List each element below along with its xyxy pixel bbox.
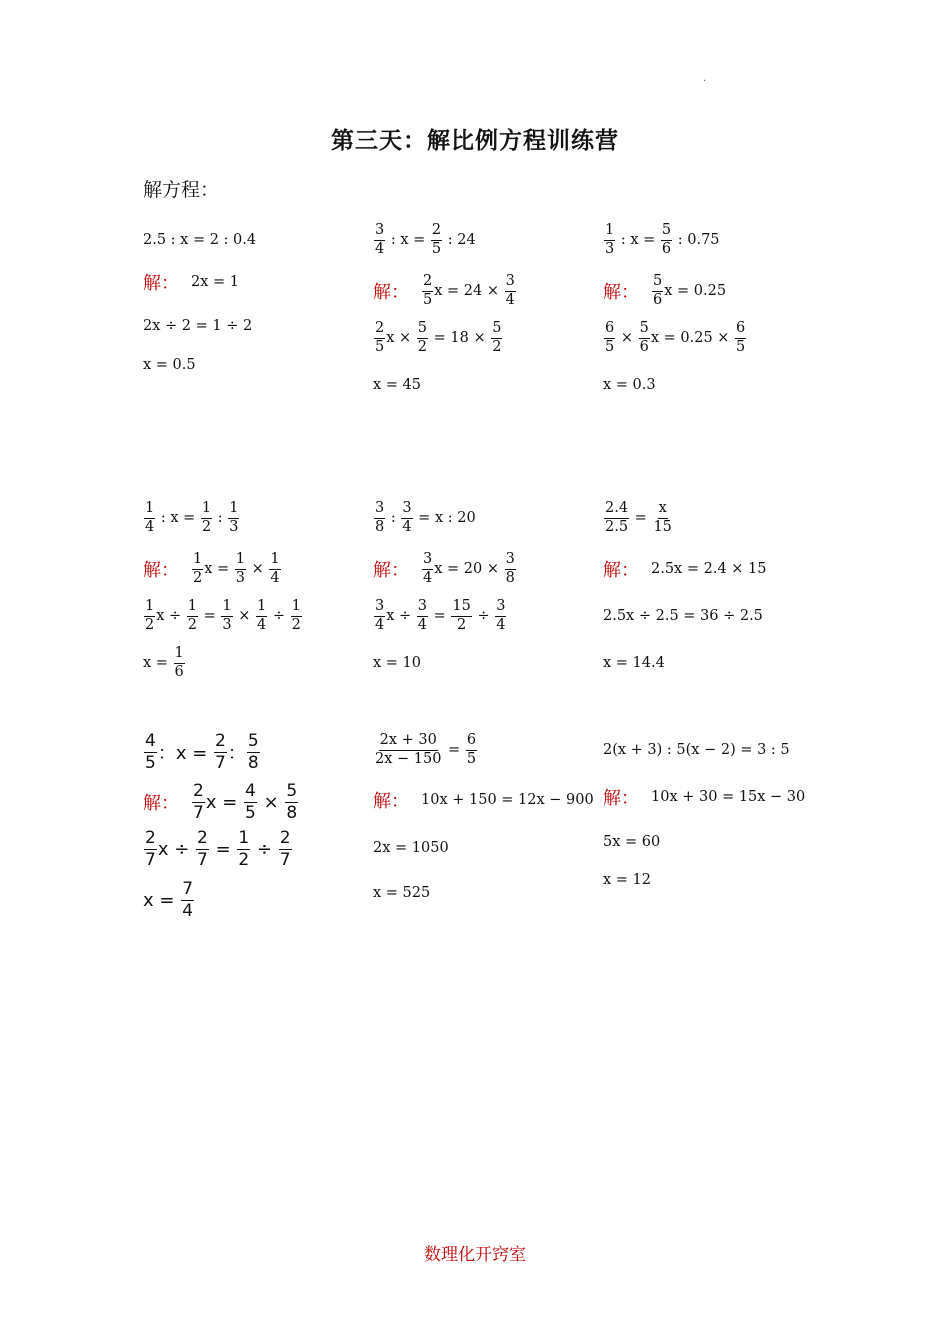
math-text: 10x + 150 = 12x − 900: [421, 792, 594, 808]
math-text: x = 0.25: [664, 283, 727, 299]
math-text: : x =: [156, 510, 200, 526]
solution-label: 解：: [603, 788, 639, 809]
fraction: [422, 274, 433, 309]
fraction-numerator: 5: [286, 780, 298, 801]
fraction: [214, 732, 227, 772]
fraction-denominator: 4: [270, 569, 280, 586]
equation-line: [373, 498, 476, 538]
solution-step: [603, 860, 651, 900]
solution-step: [143, 262, 239, 302]
solution-step: [603, 596, 763, 636]
fraction-denominator: 5: [605, 338, 615, 355]
fraction: [228, 501, 239, 536]
fraction-denominator: 8: [286, 802, 298, 823]
solution-step: [143, 780, 299, 824]
solution-step: [373, 596, 507, 636]
math-text: x = 10: [373, 655, 421, 671]
math-text: =: [209, 838, 237, 860]
solution-step: [373, 365, 421, 405]
fraction-numerator: 2x + 30: [379, 733, 438, 751]
math-text: 2.5x ÷ 2.5 = 36 ÷ 2.5: [603, 608, 763, 624]
math-text: x = 525: [373, 885, 431, 901]
fraction-denominator: 7: [197, 849, 208, 870]
fraction-denominator: 2: [193, 569, 203, 586]
fraction-denominator: 2: [291, 616, 301, 633]
solution-step: [603, 549, 766, 589]
solution-step: [373, 780, 594, 820]
fraction-denominator: 6: [661, 240, 672, 257]
fraction-denominator: 2: [492, 338, 502, 355]
math-text: x = 20 ×: [434, 561, 504, 577]
math-text: :: [213, 510, 228, 526]
fraction-numerator: 2: [279, 827, 291, 848]
fraction-numerator: 2: [215, 730, 226, 751]
math-text: = 18 ×: [429, 330, 491, 346]
fraction: [174, 646, 185, 681]
solution-step: [143, 827, 293, 871]
fraction-denominator: 2.5: [605, 518, 629, 535]
fraction-numerator: 7: [182, 878, 194, 899]
math-text: = x : 20: [413, 510, 476, 526]
fraction-numerator: 4: [145, 730, 156, 751]
solution-step: [603, 822, 660, 862]
fraction-denominator: 7: [145, 849, 156, 870]
fraction: [256, 599, 267, 634]
solution-label: 解：: [143, 273, 179, 294]
equation-line: [603, 730, 790, 770]
math-text: : x =: [616, 232, 660, 248]
fraction: [244, 782, 257, 822]
fraction: [417, 599, 428, 634]
equation-line: [143, 220, 256, 260]
fraction: [491, 321, 502, 356]
equation-line: [373, 730, 478, 770]
fraction-numerator: 5: [639, 321, 650, 339]
fraction-numerator: 3: [495, 599, 506, 617]
fraction-denominator: 3: [222, 616, 232, 633]
fraction: [374, 599, 385, 634]
fraction-numerator: 15: [451, 599, 471, 617]
fraction: [604, 321, 615, 356]
math-text: =: [630, 510, 652, 526]
equation-line: [143, 730, 261, 774]
equation-line: [143, 498, 240, 538]
fraction-numerator: 3: [422, 552, 433, 570]
solution-step: [143, 596, 303, 636]
fraction-denominator: 6: [174, 663, 184, 680]
math-text: x = 0.3: [603, 377, 656, 393]
fraction-numerator: 1: [228, 501, 239, 519]
solution-step: [373, 643, 421, 683]
fraction: [221, 599, 232, 634]
solution-step: [373, 318, 503, 358]
fraction-numerator: 1: [144, 599, 155, 617]
fraction: [401, 501, 412, 536]
solution-step: [143, 643, 186, 683]
math-text: =: [429, 608, 451, 624]
fraction: [279, 829, 292, 869]
fraction-denominator: 2: [238, 849, 250, 870]
fraction-numerator: 2: [197, 827, 208, 848]
fraction-numerator: 2: [431, 223, 442, 241]
solution-step: [373, 549, 517, 589]
fraction-numerator: 3: [505, 552, 516, 570]
fraction-denominator: 4: [145, 518, 155, 535]
fraction: [144, 732, 157, 772]
fraction: [639, 321, 650, 356]
math-text: ÷: [268, 608, 290, 624]
page-title: 第三天：解比例方程训练营: [331, 128, 619, 154]
math-text: 10x + 30 = 15x − 30: [651, 789, 806, 805]
fraction: [187, 599, 198, 634]
fraction: [144, 599, 155, 634]
solution-step: [143, 878, 195, 922]
fraction: [237, 829, 250, 869]
math-text: 2(x + 3) : 5(x − 2) = 3 : 5: [603, 742, 790, 758]
fraction: [144, 501, 155, 536]
fraction-denominator: 6: [653, 291, 663, 308]
fraction-denominator: 2: [187, 616, 198, 633]
math-text: ×: [233, 608, 255, 624]
math-text: 2x = 1: [191, 274, 239, 290]
fraction-numerator: 1: [187, 599, 198, 617]
fraction-numerator: 1: [256, 599, 267, 617]
fraction-denominator: 4: [505, 291, 515, 308]
fraction-numerator: 3: [505, 274, 516, 292]
fraction-denominator: 5: [145, 752, 156, 773]
fraction: [431, 223, 442, 258]
fraction-denominator: 4: [375, 616, 385, 633]
fraction-numerator: 6: [604, 321, 615, 339]
fraction: [652, 274, 663, 309]
fraction-denominator: 5: [736, 338, 746, 355]
math-text: ×: [247, 561, 269, 577]
fraction: [652, 501, 672, 536]
solution-label: 解：: [603, 560, 639, 581]
math-text: ÷: [251, 838, 278, 860]
fraction-numerator: 1: [221, 599, 232, 617]
math-text: x =: [205, 791, 244, 813]
fraction: [291, 599, 302, 634]
math-text: =: [443, 742, 465, 758]
solution-step: [603, 318, 747, 358]
math-text: ÷: [472, 608, 495, 624]
fraction-numerator: 1: [192, 552, 203, 570]
fraction-numerator: 5: [661, 223, 672, 241]
fraction-denominator: 15: [653, 518, 672, 535]
fraction-denominator: 4: [182, 900, 194, 921]
fraction-denominator: 5: [245, 802, 256, 823]
fraction-denominator: 3: [235, 569, 246, 586]
math-text: =: [199, 608, 221, 624]
fraction: [422, 552, 433, 587]
math-text: 2.5x = 2.4 × 15: [651, 561, 767, 577]
fraction: [417, 321, 428, 356]
fraction-denominator: 2: [417, 338, 428, 355]
math-text: x =: [204, 561, 234, 577]
fraction-numerator: 3: [401, 501, 412, 519]
solution-label: 解：: [143, 793, 179, 814]
fraction-denominator: 7: [193, 802, 204, 823]
fraction-denominator: 4: [375, 240, 385, 257]
fraction-numerator: 1: [174, 646, 185, 664]
math-text: x = 24 ×: [434, 283, 504, 299]
fraction-denominator: 2: [145, 616, 155, 633]
solution-step: [143, 306, 252, 346]
math-text: ：: [227, 743, 246, 764]
fraction-numerator: 3: [374, 501, 385, 519]
fraction: [181, 880, 194, 920]
fraction-denominator: 8: [247, 752, 259, 773]
fraction: [196, 829, 209, 869]
fraction-numerator: 5: [491, 321, 502, 339]
equation-line: [603, 498, 674, 538]
fraction: [192, 552, 203, 587]
solution-step: [603, 365, 656, 405]
fraction: [235, 552, 246, 587]
math-text: x ÷: [157, 838, 196, 860]
fraction: [505, 274, 516, 309]
footer-brand: 数理化开窍室: [424, 1245, 526, 1265]
fraction: [374, 733, 442, 768]
section-heading: 解方程：: [143, 179, 220, 201]
fraction-denominator: 2x − 150: [375, 750, 442, 767]
fraction-denominator: 5: [375, 338, 385, 355]
fraction-denominator: 4: [417, 616, 428, 633]
fraction: [201, 501, 212, 536]
math-text: x ÷: [156, 608, 186, 624]
fraction-denominator: 5: [466, 750, 477, 767]
fraction: [604, 501, 629, 536]
corner-dot: .: [703, 73, 707, 84]
fraction-numerator: 1: [291, 599, 302, 617]
fraction-numerator: x: [658, 501, 668, 519]
math-text: x =: [143, 889, 181, 911]
solution-step: [373, 271, 517, 311]
fraction-numerator: 1: [604, 223, 615, 241]
fraction-numerator: 2: [193, 780, 204, 801]
fraction: [466, 733, 477, 768]
solution-step: [603, 777, 805, 817]
math-text: x ÷: [386, 608, 416, 624]
math-text: 2x = 1050: [373, 840, 449, 856]
fraction-numerator: 3: [374, 223, 385, 241]
fraction: [505, 552, 516, 587]
fraction-numerator: 6: [735, 321, 746, 339]
solution-label: 解：: [143, 560, 179, 581]
math-text: 2.5 : x = 2 : 0.4: [143, 232, 257, 248]
fraction-denominator: 2: [201, 518, 212, 535]
fraction-denominator: 2: [457, 616, 467, 633]
fraction-denominator: 4: [402, 518, 412, 535]
fraction-numerator: 1: [144, 501, 155, 519]
math-text: ：x =: [157, 743, 214, 764]
solution-label: 解：: [373, 791, 409, 812]
fraction-numerator: 2: [374, 321, 385, 339]
equation-line: [603, 220, 720, 260]
equation-line: [373, 220, 476, 260]
fraction-numerator: 4: [245, 780, 256, 801]
fraction-numerator: 5: [652, 274, 663, 292]
fraction-denominator: 3: [605, 240, 615, 257]
fraction-denominator: 6: [639, 338, 649, 355]
fraction: [495, 599, 506, 634]
fraction: [247, 732, 260, 772]
solution-step: [143, 549, 282, 589]
fraction-denominator: 5: [431, 240, 442, 257]
math-text: x = 12: [603, 872, 651, 888]
math-text: x = 0.25 ×: [650, 330, 735, 346]
fraction-numerator: 5: [247, 730, 259, 751]
math-text: :: [386, 510, 401, 526]
fraction-numerator: 6: [466, 733, 477, 751]
math-text: : 24: [443, 232, 476, 248]
fraction-numerator: 2.4: [604, 501, 629, 519]
fraction-denominator: 5: [423, 291, 433, 308]
math-text: : 0.75: [673, 232, 720, 248]
fraction: [451, 599, 471, 634]
fraction-numerator: 1: [269, 552, 280, 570]
math-text: : x =: [386, 232, 430, 248]
fraction: [285, 782, 298, 822]
math-text: x = 14.4: [603, 655, 665, 671]
fraction: [374, 223, 385, 258]
fraction-denominator: 8: [505, 569, 515, 586]
solution-label: 解：: [373, 560, 409, 581]
fraction-numerator: 2: [145, 827, 156, 848]
fraction-denominator: 4: [423, 569, 433, 586]
fraction-numerator: 1: [235, 552, 246, 570]
solution-step: [373, 828, 449, 868]
solution-step: [143, 345, 196, 385]
fraction-numerator: 3: [417, 599, 428, 617]
math-text: ×: [257, 791, 285, 813]
fraction-numerator: 2: [422, 274, 433, 292]
solution-label: 解：: [603, 282, 639, 303]
fraction: [604, 223, 615, 258]
math-text: x = 0.5: [143, 357, 196, 373]
math-text: ×: [616, 330, 638, 346]
fraction-numerator: 5: [417, 321, 428, 339]
fraction: [144, 829, 157, 869]
fraction-denominator: 4: [496, 616, 506, 633]
math-text: 2x ÷ 2 = 1 ÷ 2: [143, 318, 253, 334]
fraction: [735, 321, 746, 356]
fraction-denominator: 7: [279, 849, 291, 870]
fraction: [269, 552, 280, 587]
solution-step: [603, 643, 665, 683]
fraction: [374, 501, 385, 536]
fraction-denominator: 7: [215, 752, 226, 773]
solution-step: [603, 271, 726, 311]
fraction-denominator: 4: [257, 616, 267, 633]
fraction-denominator: 3: [229, 518, 239, 535]
solution-label: 解：: [373, 282, 409, 303]
fraction-numerator: 1: [238, 827, 250, 848]
math-text: x = 45: [373, 377, 421, 393]
fraction: [192, 782, 205, 822]
math-text: x =: [143, 655, 173, 671]
math-text: x ×: [386, 330, 416, 346]
fraction-numerator: 1: [201, 501, 212, 519]
fraction-denominator: 8: [375, 518, 385, 535]
fraction: [374, 321, 385, 356]
fraction: [661, 223, 672, 258]
math-text: 5x = 60: [603, 834, 661, 850]
solution-step: [373, 873, 430, 913]
fraction-numerator: 3: [374, 599, 385, 617]
